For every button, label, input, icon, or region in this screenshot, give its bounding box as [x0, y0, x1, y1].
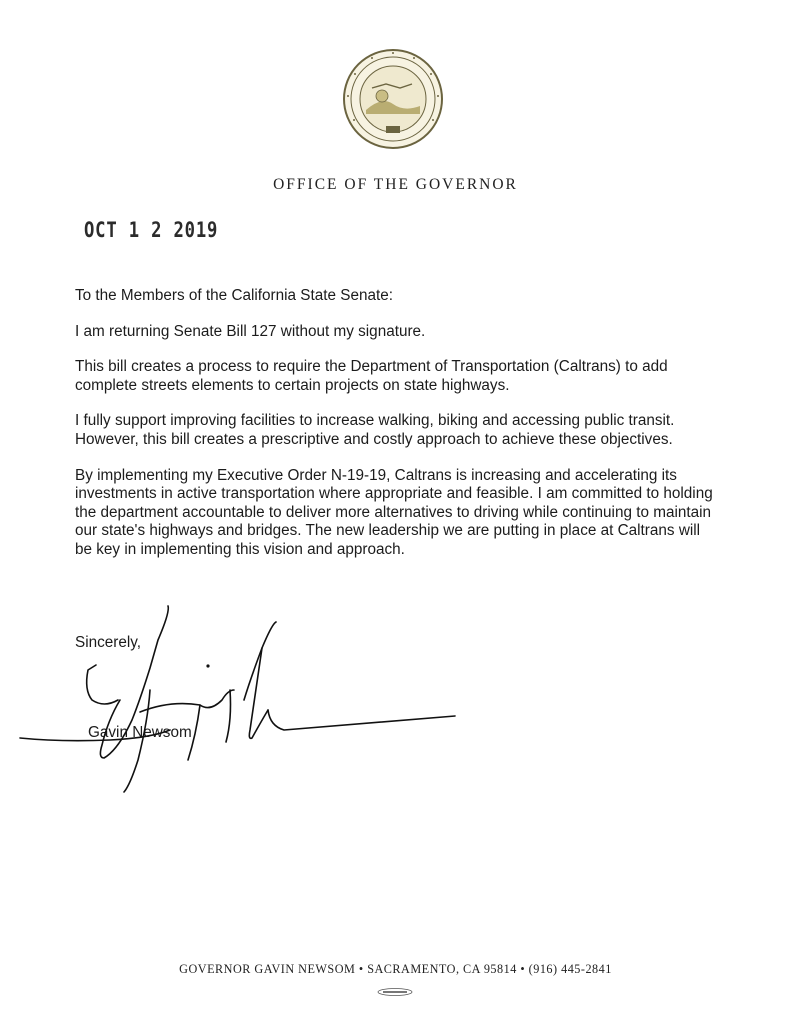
footer-address: GOVERNOR GAVIN NEWSOM • SACRAMENTO, CA 95814 • (916) 445-2841 — [179, 962, 612, 976]
closing: Sincerely, — [75, 634, 142, 651]
office-title: OFFICE OF THE GOVERNOR — [273, 176, 518, 193]
state-seal-icon — [342, 48, 444, 150]
union-bug-icon — [377, 988, 413, 996]
signer-name: Gavin Newsom — [88, 724, 192, 741]
signature-icon — [0, 600, 791, 800]
date-stamp: OCT 1 2 2019 — [84, 218, 219, 242]
letter-body — [75, 287, 715, 577]
paragraph: By implementing my Executive Order N-19-19, Caltrans is increasing and accelerating its investments in active transportation where appropriate and feasible. I am committed to holding the department accountable to deliver more alternatives to driving while continuing to maintain our state's highways and bridges. The new leadership we are putting in place at Caltrans will be key in implementing this vision and approach. — [75, 466, 713, 558]
paragraph: I fully support improving facilities to increase walking, biking and accessing public transit. However, this bill creates a prescriptive and costly approach to achieve these objectives. — [75, 412, 675, 448]
paragraph: This bill creates a process to require the Department of Transportation (Caltrans) to add complete streets elements to certain projects on state highways. — [75, 358, 668, 394]
salutation: To the Members of the California State Senate: — [75, 287, 394, 304]
paragraph: I am returning Senate Bill 127 without my signature. — [75, 322, 426, 340]
